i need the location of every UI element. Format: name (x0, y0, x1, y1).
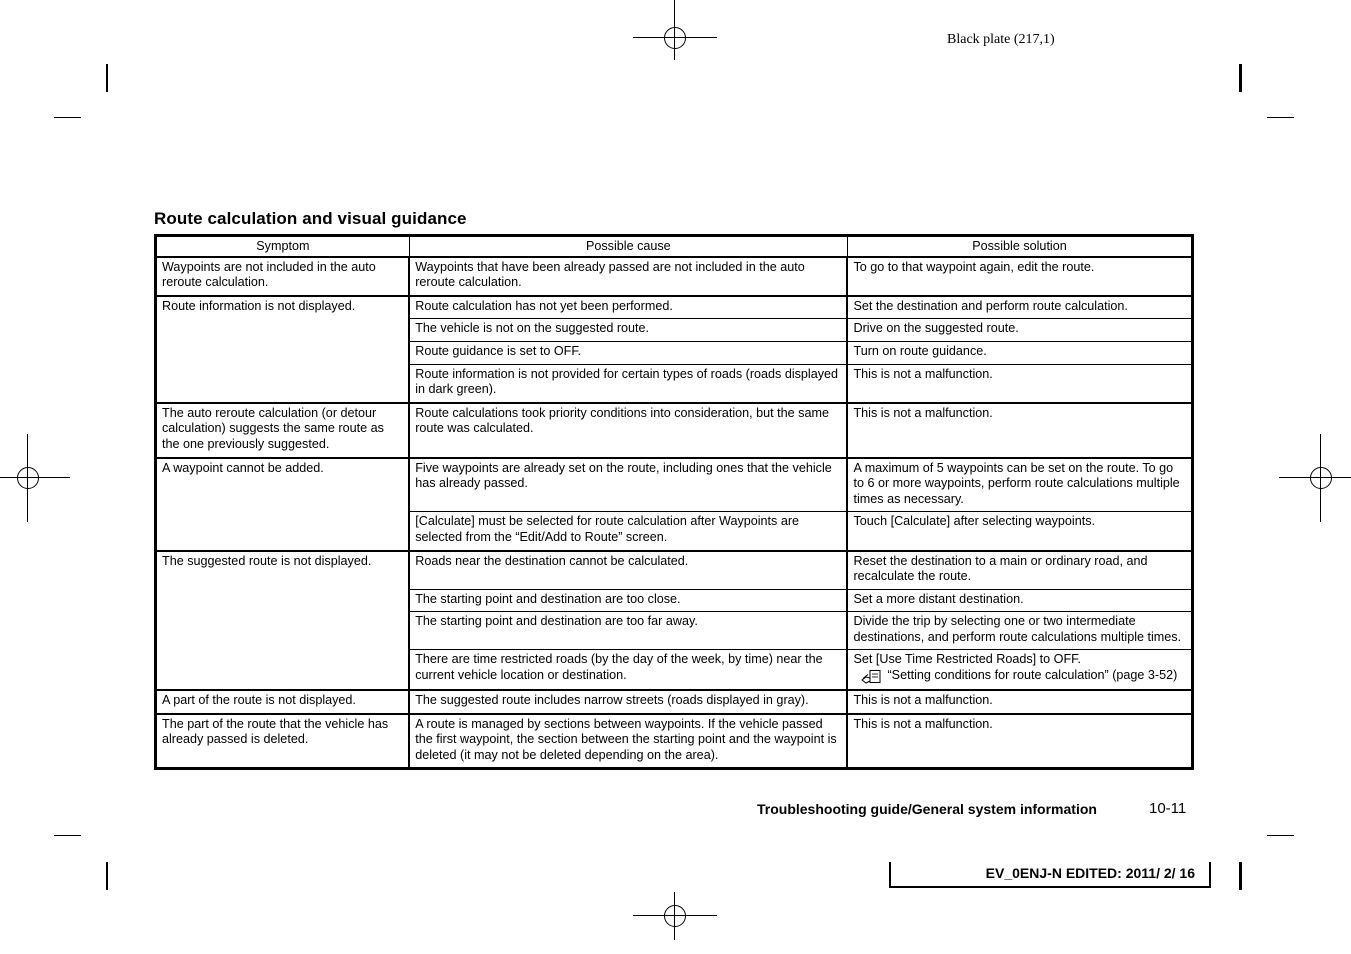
symptom-cell: The suggested route is not displayed. (156, 551, 410, 691)
solution-cell: A maximum of 5 waypoints can be set on the route. To go to 6 or more waypoints, perform route calculations multiple times as necessary. (847, 458, 1192, 512)
solution-cell: This is not a malfunction. (847, 403, 1192, 458)
cause-cell: Route guidance is set to OFF. (409, 341, 847, 364)
crop-mark (106, 64, 108, 92)
edit-stamp-box (889, 862, 1211, 888)
cause-cell: Five waypoints are already set on the route, including ones that the vehicle has already passed. (409, 458, 847, 512)
solution-cell: Set the destination and perform route calculation. (847, 296, 1192, 319)
solution-cell: Divide the trip by selecting one or two intermediate destinations, and perform route calculations multiple times. (847, 612, 1192, 650)
symptom-cell: Route information is not displayed. (156, 296, 410, 403)
registration-mark-icon (653, 16, 697, 60)
crop-mark (1239, 862, 1242, 890)
column-header-solution: Possible solution (847, 236, 1192, 257)
solution-cell: This is not a malfunction. (847, 690, 1192, 714)
column-header-symptom: Symptom (156, 236, 410, 257)
troubleshooting-table (154, 234, 1194, 770)
cause-cell: Route calculations took priority conditions into consideration, but the same route was calculated. (409, 403, 847, 458)
solution-cell: This is not a malfunction. (847, 364, 1192, 403)
solution-cell: Reset the destination to a main or ordinary road, and recalculate the route. (847, 551, 1192, 590)
cause-cell: Roads near the destination cannot be calculated. (409, 551, 847, 590)
footer-section-title: Troubleshooting guide/General system information (757, 801, 1097, 817)
cause-cell: The vehicle is not on the suggested route. (409, 319, 847, 342)
crop-mark (54, 117, 81, 118)
solution-cell: This is not a malfunction. (847, 714, 1192, 769)
reference-text: “Setting conditions for route calculation” (page 3-52) (887, 668, 1178, 683)
cause-cell: A route is managed by sections between waypoints. If the vehicle passed the first waypoint, the section between the starting point and the waypoint is deleted (it may not be deleted depending on the area). (409, 714, 847, 769)
solution-cell: Drive on the suggested route. (847, 319, 1192, 342)
crop-mark (1267, 117, 1294, 118)
section-title: Route calculation and visual guidance (154, 209, 467, 228)
registration-mark-icon (6, 456, 50, 500)
symptom-cell: The part of the route that the vehicle has already passed is deleted. (156, 714, 410, 769)
table-row (156, 551, 1193, 590)
table-row (156, 403, 1193, 458)
cause-cell: There are time restricted roads (by the day of the week, by time) near the current vehicle location or destination. (409, 650, 847, 690)
crop-mark (106, 862, 108, 890)
solution-cell (847, 650, 1192, 690)
solution-text: Set [Use Time Restricted Roads] to OFF. (853, 652, 1081, 667)
registration-mark-icon (653, 894, 697, 938)
table-row (156, 296, 1193, 319)
crop-mark (54, 835, 81, 836)
cause-cell: The starting point and destination are too far away. (409, 612, 847, 650)
column-header-cause: Possible cause (409, 236, 847, 257)
page-number: 10-11 (1149, 800, 1187, 817)
edit-stamp: EV_0ENJ-N EDITED: 2011/ 2/ 16 (985, 865, 1195, 881)
solution-cell: Set a more distant destination. (847, 589, 1192, 612)
solution-cell: Touch [Calculate] after selecting waypoints. (847, 512, 1192, 551)
cause-cell: Route information is not provided for certain types of roads (roads displayed in dark green). (409, 364, 847, 403)
plate-label: Black plate (217,1) (947, 32, 1055, 47)
table-header-row (156, 236, 1193, 257)
crop-mark (1267, 835, 1294, 836)
symptom-cell: A part of the route is not displayed. (156, 690, 410, 714)
cause-cell: The starting point and destination are too close. (409, 589, 847, 612)
cause-cell: Waypoints that have been already passed are not included in the auto reroute calculation. (409, 257, 847, 296)
solution-cell: Turn on route guidance. (847, 341, 1192, 364)
page-reference (853, 668, 1186, 685)
table-row (156, 257, 1193, 296)
registration-mark-icon (1299, 456, 1343, 500)
cause-cell: The suggested route includes narrow streets (roads displayed in gray). (409, 690, 847, 714)
table-row (156, 690, 1193, 714)
symptom-cell: The auto reroute calculation (or detour calculation) suggests the same route as the one previously suggested. (156, 403, 410, 458)
crop-mark (1239, 64, 1242, 92)
table-row (156, 458, 1193, 512)
cause-cell: Route calculation has not yet been performed. (409, 296, 847, 319)
solution-cell: To go to that waypoint again, edit the route. (847, 257, 1192, 296)
symptom-cell: Waypoints are not included in the auto reroute calculation. (156, 257, 410, 296)
table-row (156, 714, 1193, 769)
cause-cell: [Calculate] must be selected for route calculation after Waypoints are selected from the “Edit/Add to Route” screen. (409, 512, 847, 551)
page-reference-icon (861, 669, 887, 685)
symptom-cell: A waypoint cannot be added. (156, 458, 410, 551)
